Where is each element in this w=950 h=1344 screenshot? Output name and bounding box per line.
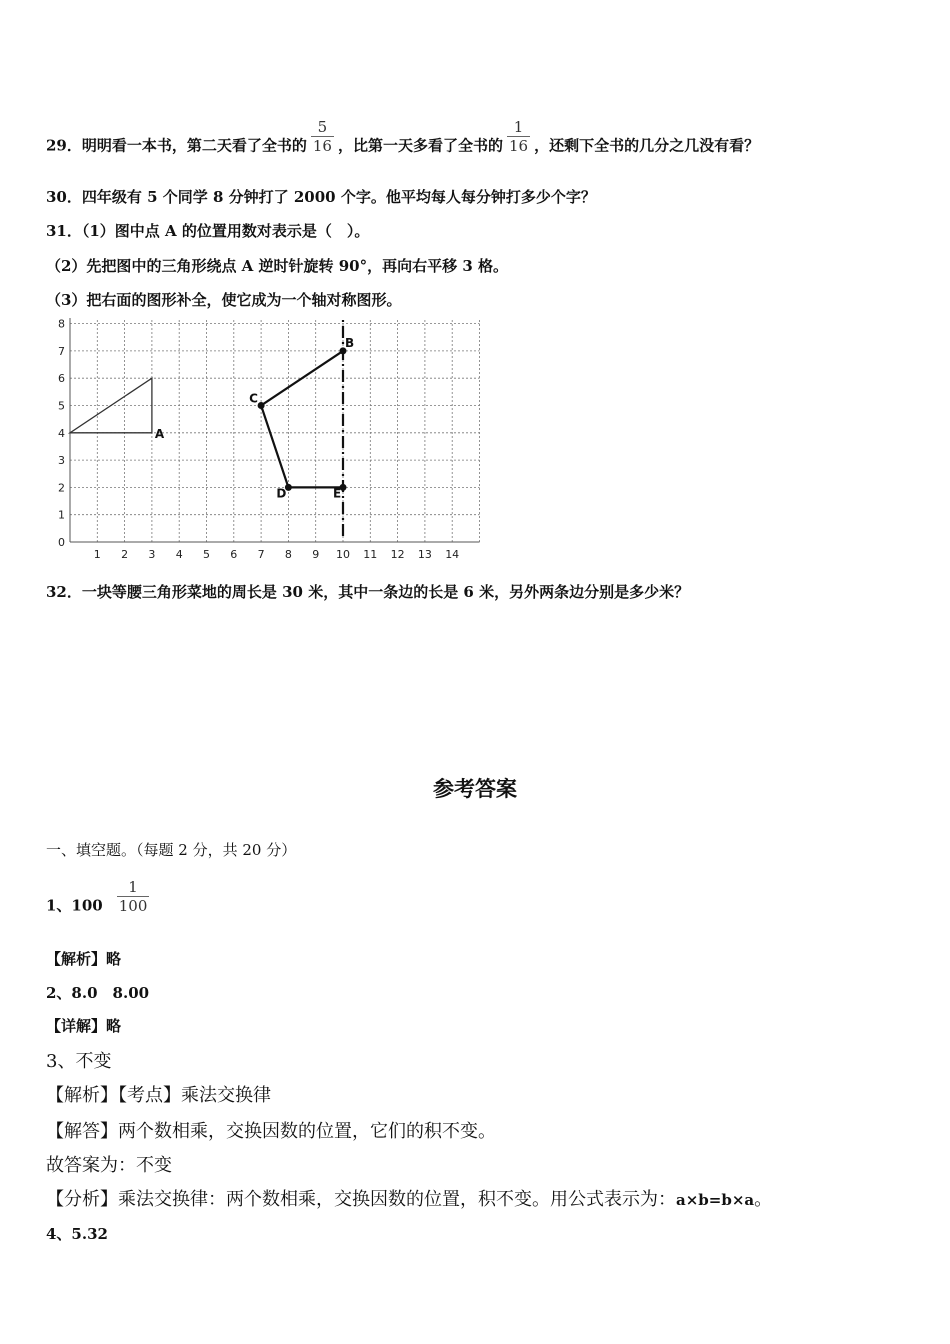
question-29 — [46, 118, 760, 165]
question-32: 32．一块等腰三角形菜地的周长是 30 米，其中一条边的长是 6 米，另外两条边分别是多少米？ — [46, 583, 690, 601]
y-tick-label: 1 — [58, 508, 65, 522]
x-tick-label: 6 — [230, 548, 238, 561]
question-30: 30．四年级有 5 个同学 8 分钟打了 2000 个字。他平均每人每分钟打多少个字？ — [46, 188, 596, 206]
point-e-label: E — [333, 486, 342, 501]
x-tick-label: 5 — [203, 548, 210, 561]
y-tick-label: 7 — [58, 344, 65, 358]
answer-1 — [46, 878, 153, 925]
formula: a×b=b×a — [676, 1191, 755, 1209]
fraction-numerator: 1 — [507, 118, 530, 137]
x-tick-label: 10 — [336, 548, 350, 561]
point-d-label: D — [276, 486, 287, 501]
answers-title: 参考答案 — [433, 777, 517, 801]
answer-3-analysis: 【解析】【考点】乘法交换律 — [46, 1085, 271, 1106]
x-tick-label: 3 — [148, 548, 156, 561]
answer-3-explanation — [46, 1185, 772, 1211]
x-tick-label: 11 — [363, 548, 378, 561]
point-a-label: A — [154, 426, 165, 441]
q29-text-post: ，还剩下全书的几分之几没有看？ — [534, 136, 760, 155]
question-31-part-3: （3）把右面的图形补全，使它成为一个轴对称图形。 — [46, 291, 402, 309]
answer-3: 3、不变 — [46, 1051, 112, 1072]
fraction-5-16 — [311, 118, 334, 155]
x-tick-label: 7 — [257, 548, 265, 561]
x-tick-label: 13 — [417, 548, 432, 561]
x-tick-label: 12 — [390, 548, 405, 561]
fraction-denominator: 16 — [312, 137, 332, 155]
y-tick-label: 4 — [58, 426, 65, 440]
y-tick-label: 3 — [58, 454, 65, 468]
point-b-label: B — [345, 335, 355, 350]
q29-text-pre: 29．明明看一本书，第二天看了全书的 — [46, 136, 307, 155]
question-31-part-2: （2）先把图中的三角形绕点 A 逆时针旋转 90°，再向右平移 3 格。 — [46, 257, 508, 275]
y-tick-label: 8 — [58, 318, 65, 331]
q29-text-mid: ，比第一天多看了全书的 — [337, 136, 503, 155]
question-31-part-1: 31．（1）图中点 A 的位置用数对表示是（ ）。 — [46, 222, 370, 240]
grid-lines — [70, 318, 480, 542]
answer-1-label: 1、100 — [46, 896, 103, 915]
fraction-denominator: 16 — [509, 137, 529, 155]
figure-polyline — [261, 351, 343, 488]
fraction-1-100 — [117, 878, 150, 915]
answer-1-note: 【解析】略 — [46, 950, 122, 968]
answers-section-1: 一、填空题。（每题 2 分，共 20 分） — [46, 841, 297, 859]
point-c-label: C — [249, 391, 258, 406]
fraction-denominator: 100 — [118, 897, 148, 915]
fraction-numerator: 1 — [117, 878, 150, 897]
answer-4: 4、5.32 — [46, 1225, 108, 1243]
tick-labels — [58, 318, 459, 561]
answer-3-solution: 【解答】两个数相乘，交换因数的位置，它们的积不变。 — [46, 1121, 496, 1142]
answer-3-result: 故答案为：不变 — [46, 1155, 172, 1176]
x-tick-label: 14 — [445, 548, 460, 561]
fraction-1-16 — [507, 118, 530, 155]
answer-2: 2、8.0 8.00 — [46, 984, 150, 1002]
x-tick-label: 4 — [175, 548, 183, 561]
x-tick-label: 9 — [312, 548, 320, 561]
explanation-end: 。 — [754, 1189, 773, 1210]
x-tick-label: 1 — [93, 548, 101, 561]
x-tick-label: 2 — [121, 548, 129, 561]
y-tick-label: 2 — [58, 481, 65, 495]
y-tick-label: 5 — [58, 399, 65, 413]
points — [155, 336, 354, 501]
coordinate-grid-chart — [40, 318, 510, 563]
y-tick-label: 6 — [58, 372, 65, 386]
y-tick-label: 0 — [58, 536, 65, 549]
answer-2-note: 【详解】略 — [46, 1017, 122, 1035]
explanation-text: 【分析】乘法交换律：两个数相乘，交换因数的位置，积不变。用公式表示为： — [46, 1189, 676, 1210]
point-c-marker — [258, 402, 265, 409]
x-tick-label: 8 — [284, 548, 292, 561]
fraction-numerator: 5 — [311, 118, 334, 137]
